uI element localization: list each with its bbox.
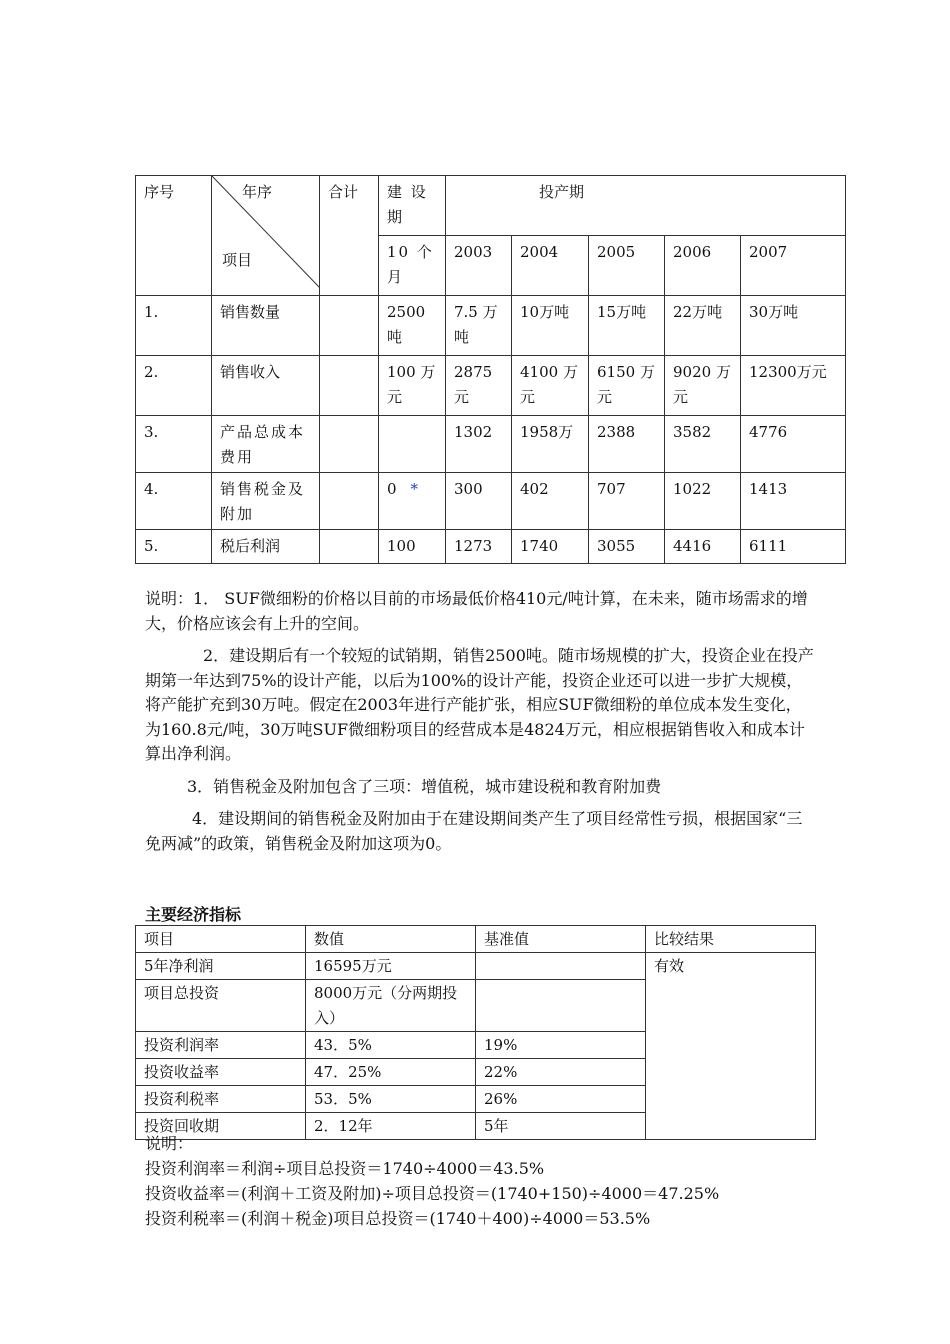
row-number: 4. — [136, 473, 212, 530]
row-number: 3. — [136, 416, 212, 473]
table-row — [136, 473, 846, 530]
indicator-item: 投资收益率 — [136, 1059, 306, 1086]
row-build-value: 0 — [387, 480, 397, 498]
row-2005: 707 — [589, 473, 665, 530]
header-year-2003: 2003 — [446, 236, 512, 296]
table-row — [136, 530, 846, 564]
notes-section — [145, 587, 815, 864]
formula-line: 投资收益率＝(利润＋工资及附加)÷项目总投资＝(1740+150)÷4000＝47.25% — [145, 1184, 720, 1203]
row-2004: 1958万 — [512, 416, 589, 473]
header-year-2007: 2007 — [741, 236, 846, 296]
row-2005: 6150 万元 — [589, 356, 665, 416]
formula-line: 投资利税率＝(利润＋税金)项目总投资＝(1740＋400)÷4000＝53.5% — [145, 1209, 651, 1228]
row-total — [320, 473, 379, 530]
row-build: 100 万元 — [379, 356, 446, 416]
formula-line: 投资利润率＝利润÷项目总投资＝1740÷4000＝43.5% — [145, 1159, 545, 1178]
note-2: 2．建设期后有一个较短的试销期，销售2500吨。随市场规模的扩大，投资企业在投产期第一年达到75%的设计产能，以后为100%的设计产能，投资企业还可以进一步扩大规模，将产能扩充到30万吨。假定在2003年进行产能扩张，相应SUF微细粉的单位成本发生变化，为160.8元/吨，30万吨SUF微细粉项目的经营成本是4824万元，相应根据销售收入和成本计算出净利润。 — [145, 646, 814, 763]
indicator-item: 投资利税率 — [136, 1086, 306, 1113]
column-header: 数值 — [306, 926, 476, 953]
header-seq: 序号 — [136, 176, 212, 296]
indicator-base: 22% — [476, 1059, 646, 1086]
row-2004: 1740 — [512, 530, 589, 564]
indicator-base — [476, 980, 646, 1032]
row-2007: 4776 — [741, 416, 846, 473]
row-2006: 4416 — [665, 530, 741, 564]
indicator-base: 26% — [476, 1086, 646, 1113]
header-production-period: 投产期 — [446, 176, 846, 236]
header-year: 年序 — [242, 183, 273, 201]
row-2003: 1302 — [446, 416, 512, 473]
table-header-row — [136, 926, 816, 953]
header-year-2006: 2006 — [665, 236, 741, 296]
indicator-item: 项目总投资 — [136, 980, 306, 1032]
header-year-2005: 2005 — [589, 236, 665, 296]
row-number: 5. — [136, 530, 212, 564]
row-2007: 30万吨 — [741, 296, 846, 356]
explanation-label: 说明： — [145, 1134, 194, 1153]
header-year-2004: 2004 — [512, 236, 589, 296]
indicator-base: 5年 — [476, 1113, 646, 1140]
row-2007: 1413 — [741, 473, 846, 530]
section-title: 主要经济指标 — [145, 905, 242, 924]
header-build-months: 10 个月 — [379, 236, 446, 296]
header-item: 项目 — [222, 251, 253, 269]
row-2003: 1273 — [446, 530, 512, 564]
row-2006: 1022 — [665, 473, 741, 530]
row-total — [320, 296, 379, 356]
row-2004: 4100 万元 — [512, 356, 589, 416]
header-total: 合计 — [320, 176, 379, 296]
row-item: 税后利润 — [212, 530, 320, 564]
row-2006: 9020 万元 — [665, 356, 741, 416]
column-header: 基准值 — [476, 926, 646, 953]
indicator-item: 投资回收期 — [136, 1113, 306, 1140]
row-build — [379, 473, 446, 530]
row-item: 销售数量 — [212, 296, 320, 356]
table-row — [136, 296, 846, 356]
indicator-value: 47．25% — [306, 1059, 476, 1086]
row-total — [320, 416, 379, 473]
indicator-value: 8000万元（分两期投入） — [306, 980, 476, 1032]
row-item: 销售税金及附加 — [212, 473, 320, 530]
row-2005: 3055 — [589, 530, 665, 564]
row-total — [320, 356, 379, 416]
note-4: 4．建设期间的销售税金及附加由于在建设期间类产生了项目经常性亏损，根据国家“三免两减”的政策，销售税金及附加这项为0。 — [145, 809, 803, 853]
economic-indicators-table — [135, 925, 816, 1140]
indicator-value: 43．5% — [306, 1032, 476, 1059]
row-2007: 12300万元 — [741, 356, 846, 416]
footnote-marker: * — [410, 480, 419, 498]
row-number: 1. — [136, 296, 212, 356]
row-2003: 2875元 — [446, 356, 512, 416]
row-2004: 402 — [512, 473, 589, 530]
column-header: 比较结果 — [646, 926, 816, 953]
table-row — [136, 953, 816, 980]
row-2006: 22万吨 — [665, 296, 741, 356]
indicator-item: 5年净利润 — [136, 953, 306, 980]
row-item: 产品总成本费用 — [212, 416, 320, 473]
column-header: 项目 — [136, 926, 306, 953]
header-diagonal-cell — [212, 176, 320, 296]
indicator-item: 投资利润率 — [136, 1032, 306, 1059]
row-number: 2. — [136, 356, 212, 416]
header-build-period: 建 设 期 — [379, 176, 446, 236]
row-2004: 10万吨 — [512, 296, 589, 356]
indicator-value: 53．5% — [306, 1086, 476, 1113]
indicator-base: 19% — [476, 1032, 646, 1059]
table-row — [136, 416, 846, 473]
comparison-result: 有效 — [646, 953, 816, 1140]
row-2005: 15万吨 — [589, 296, 665, 356]
row-build: 100 — [379, 530, 446, 564]
note-1: 说明：1． SUF微细粉的价格以目前的市场最低价格410元/吨计算，在未来，随市场需求的增大，价格应该会有上升的空间。 — [145, 589, 808, 633]
row-2005: 2388 — [589, 416, 665, 473]
row-2006: 3582 — [665, 416, 741, 473]
row-item: 销售收入 — [212, 356, 320, 416]
row-build — [379, 416, 446, 473]
row-build: 2500吨 — [379, 296, 446, 356]
row-2003: 7.5 万吨 — [446, 296, 512, 356]
row-total — [320, 530, 379, 564]
row-2007: 6111 — [741, 530, 846, 564]
formula-explanation — [145, 1131, 825, 1231]
indicator-base — [476, 953, 646, 980]
indicator-value: 16595万元 — [306, 953, 476, 980]
table-row — [136, 356, 846, 416]
note-3: 3．销售税金及附加包含了三项：增值税，城市建设税和教育附加费 — [187, 776, 662, 796]
row-2003: 300 — [446, 473, 512, 530]
indicator-value: 2．12年 — [306, 1113, 476, 1140]
financial-forecast-table — [135, 175, 846, 564]
